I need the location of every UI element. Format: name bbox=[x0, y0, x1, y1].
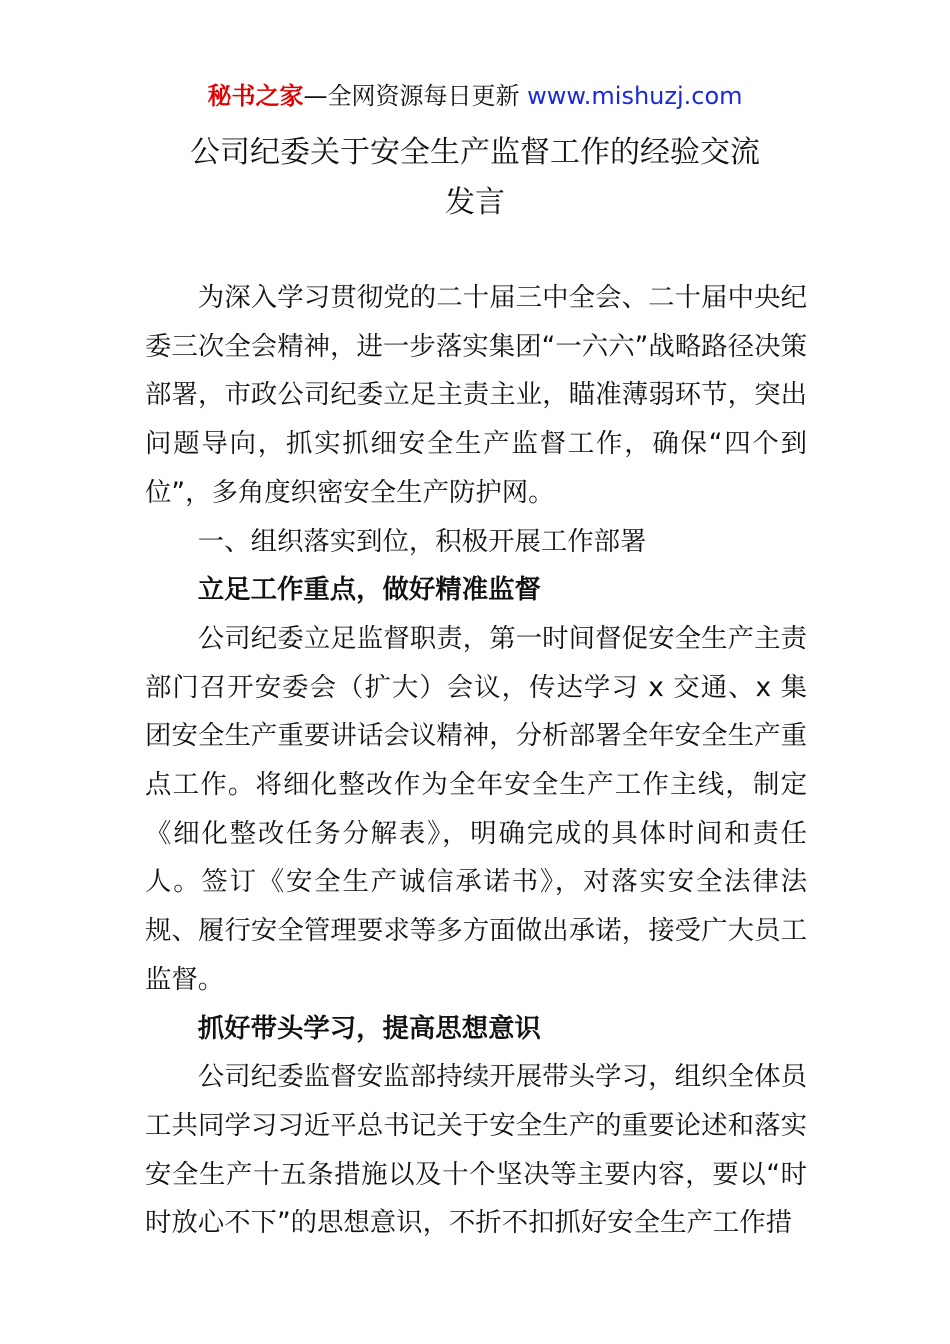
body-paragraph: 公司纪委监督安监部持续开展带头学习，组织全体员工共同学习习近平总书记关于安全生产的重要论述和落实安全生产十五条措施以及十个坚决等主要内容，要以“时时放心不下”的思想意识，不折不扣抓好安全生产工作措 bbox=[145, 1061, 807, 1239]
title-line-2: 发言 bbox=[445, 185, 505, 220]
document-title bbox=[100, 128, 850, 228]
brand-name: 秘书之家 bbox=[207, 82, 304, 110]
section-heading: 一、组织落实到位，积极开展工作部署 bbox=[197, 525, 647, 557]
title-line-1: 公司纪委关于安全生产监督工作的经验交流 bbox=[190, 135, 760, 170]
site-banner bbox=[0, 80, 950, 112]
banner-slogan: —全网资源每日更新 bbox=[303, 82, 520, 110]
site-url-link[interactable]: www.mishuzj.com bbox=[527, 82, 743, 110]
intro-paragraph: 为深入学习贯彻党的二十届三中全会、二十届中央纪委三次全会精神，进一步落实集团“一六六”战略路径决策部署，市政公司纪委立足主责主业，瞄准薄弱环节，突出问题导向，抓实抓细安全生产监督工作，确保“四个到位”，多角度织密安全生产防护网。 bbox=[145, 282, 807, 508]
subheading: 立足工作重点，做好精准监督 bbox=[197, 574, 541, 606]
document-body bbox=[145, 274, 807, 1248]
subheading: 抓好带头学习，提高思想意识 bbox=[197, 1012, 541, 1044]
body-paragraph: 公司纪委立足监督职责，第一时间督促安全生产主责部门召开安委会（扩大）会议，传达学习 x 交通、x 集团安全生产重要讲话会议精神，分析部署全年安全生产重点工作。将细化整改作为全年安全生产工作主线，制定《细化整改任务分解表》，明确完成的具体时间和责任人。签订《安全生产诚信承诺书》，对落实安全法律法规、履行安全管理要求等多方面做出承诺，接受广大员工监督。 bbox=[145, 622, 807, 995]
